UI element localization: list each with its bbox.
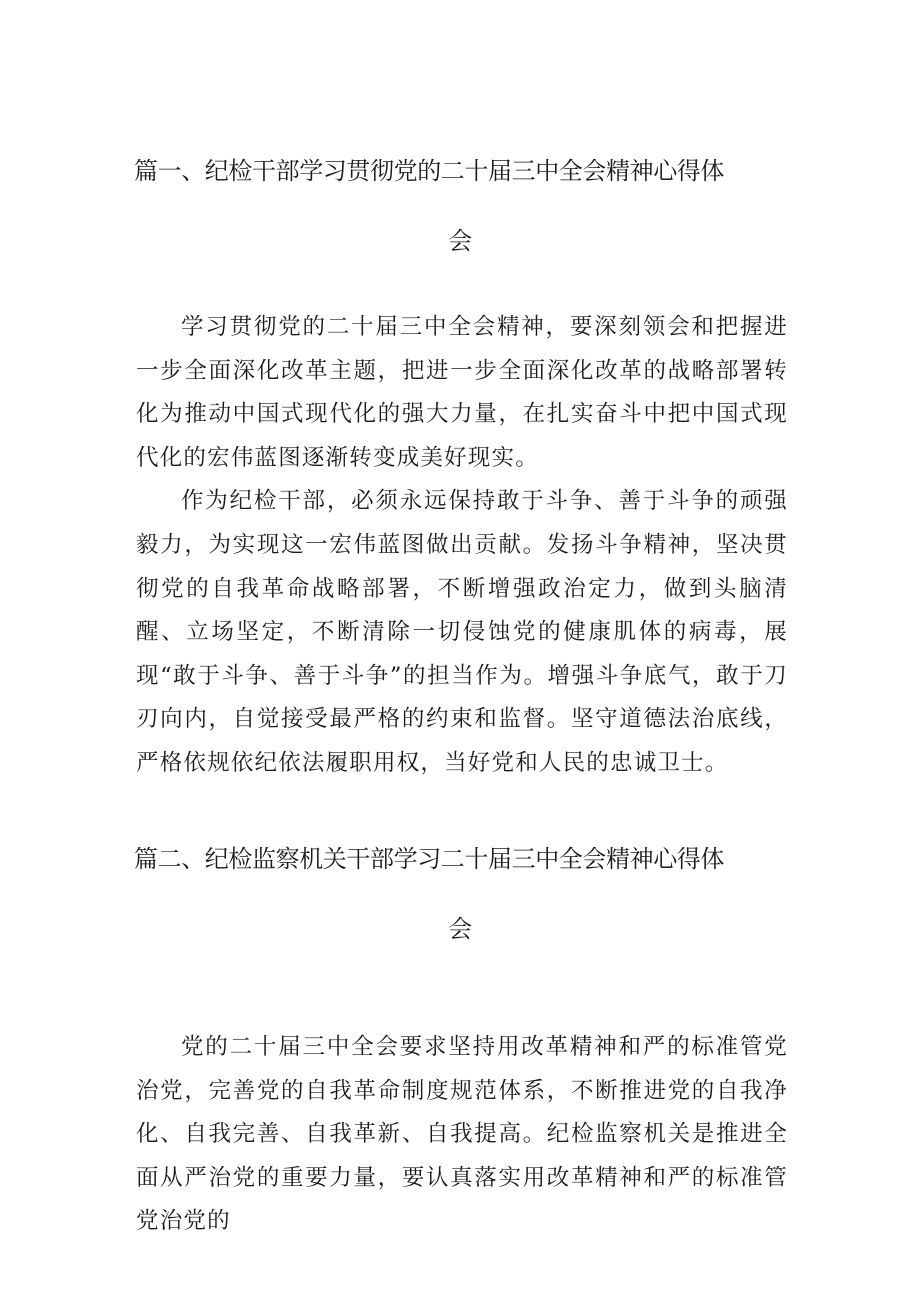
section-2-body bbox=[136, 1026, 788, 1244]
section-2-title bbox=[134, 824, 786, 964]
section-1-title-line-1: 篇一、纪检干部学习贯彻党的二十届三中全会精神心得体 bbox=[134, 157, 724, 185]
section-1-paragraph-1: 学习贯彻党的二十届三中全会精神，要深刻领会和把握进一步全面深化改革主题，把进一步全面深化改革的战略部署转化为推动中国式现代化的强大力量，在扎实奋斗中把中国式现代化的宏伟蓝图逐渐转变成美好现实。 bbox=[136, 314, 788, 471]
section-1-title-line-2: 会 bbox=[448, 227, 472, 255]
section-1-body bbox=[136, 306, 788, 786]
section-1-paragraph-2: 作为纪检干部，必须永远保持敢于斗争、善于斗争的顽强毅力，为实现这一宏伟蓝图做出贡献。发扬斗争精神，坚决贯彻党的自我革命战略部署，不断增强政治定力，做到头脑清醒、立场坚定，不断清除一切侵蚀党的健康肌体的病毒，展现“敢于斗争、善于斗争”的担当作为。增强斗争底气，敢于刀刃向内，自觉接受最严格的约束和监督。坚守道德法治底线，严格依规依纪依法履职用权，当好党和人民的忠诚卫士。 bbox=[136, 488, 788, 776]
section-1-title bbox=[134, 136, 786, 276]
section-2-paragraph-1: 党的二十届三中全会要求坚持用改革精神和严的标准管党治党，完善党的自我革命制度规范体系，不断推进党的自我净化、自我完善、自我革新、自我提高。纪检监察机关是推进全面从严治党的重要力量，要认真落实用改革精神和严的标准管党治党的 bbox=[136, 1034, 788, 1235]
section-2-title-line-1: 篇二、纪检监察机关干部学习二十届三中全会精神心得体 bbox=[134, 845, 724, 873]
section-2-title-line-2: 会 bbox=[448, 915, 472, 943]
